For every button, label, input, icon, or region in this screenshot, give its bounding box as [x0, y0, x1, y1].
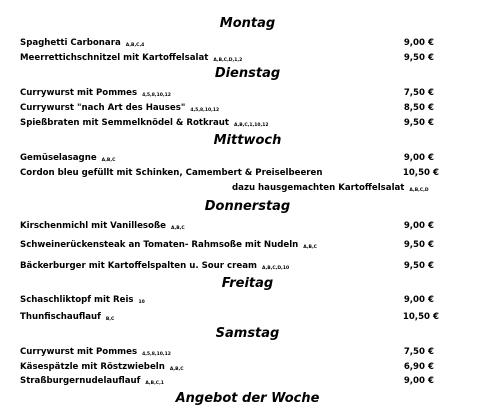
day-heading-mittwoch: Mittwoch: [213, 133, 282, 148]
dish-name: Thunfischauflauf: [20, 312, 101, 322]
dish-price: 8,50 €: [403, 103, 434, 113]
dish-row: [20, 87, 171, 102]
dish-row: [20, 220, 185, 235]
allergen-codes: A,B,C,D: [409, 188, 429, 193]
dish-price: 9,50 €: [403, 53, 434, 63]
allergen-codes: A,B,C,D,10: [261, 266, 290, 271]
dish-name: Kirschenmichl mit Vanillesoße: [20, 221, 166, 231]
day-heading-samstag: Samstag: [215, 326, 280, 341]
dish-row: [20, 117, 269, 132]
dish-name: Spaghetti Carbonara: [20, 38, 121, 48]
dish-name: Gemüselasagne: [20, 153, 97, 163]
dish-row: [20, 102, 219, 117]
day-heading-montag: Montag: [219, 16, 276, 31]
dish-price: 9,00 €: [403, 295, 434, 305]
dish-price: 7,50 €: [403, 347, 434, 357]
dish-name: Spießbraten mit Semmelknödel & Rotkraut: [20, 118, 229, 128]
allergen-codes: 4,5,8,10,12: [142, 93, 171, 98]
dish-name: Cordon bleu gefüllt mit Schinken, Camembert & Preiselbeeren: [20, 168, 323, 178]
dish-row: [20, 167, 322, 179]
allergen-codes: A,B,C: [170, 226, 185, 231]
allergen-codes: A,B,C,4: [125, 43, 145, 48]
footer-heading-angebot: Angebot der Woche: [175, 391, 320, 406]
dish-price: 9,00 €: [403, 376, 434, 386]
dish-price: 9,00 €: [403, 38, 434, 48]
dish-name: Schaschliktopf mit Reis: [20, 295, 134, 305]
allergen-codes: A,B,C,1: [145, 381, 164, 386]
day-heading-donnerstag: Donnerstag: [204, 199, 291, 214]
dish-row: [20, 294, 145, 309]
allergen-codes: 4,5,8,10,12: [190, 108, 220, 113]
allergen-codes: 10: [138, 300, 145, 305]
dish-row: [20, 52, 242, 67]
dish-name: Currywurst mit Pommes: [20, 347, 138, 357]
dish-row: [20, 239, 317, 254]
dish-row: [20, 152, 115, 167]
allergen-codes: B,C: [105, 317, 115, 322]
dish-row: [20, 346, 171, 361]
dish-price: 9,00 €: [403, 221, 434, 231]
dish-name: dazu hausgemachten Kartoffelsalat: [232, 183, 405, 193]
dish-price: 9,00 €: [403, 153, 434, 163]
allergen-codes: 4,5,8,10,12: [142, 352, 171, 357]
dish-price: 6,90 €: [403, 362, 434, 372]
dish-name: Currywurst mit Pommes: [20, 88, 138, 98]
dish-row: [20, 37, 144, 52]
allergen-codes: A,B,C: [169, 367, 184, 372]
dish-name: Käsespätzle mit Röstzwiebeln: [20, 362, 165, 372]
dish-name: Bäckerburger mit Kartoffelspalten u. Sour cream: [20, 261, 257, 271]
dish-row: [20, 361, 184, 376]
day-heading-freitag: Freitag: [221, 276, 274, 291]
dish-row: [20, 311, 114, 326]
dish-row: [20, 260, 289, 275]
dish-name: Currywurst "nach Art des Hauses": [20, 103, 186, 113]
allergen-codes: A,B,C,D,1,2: [213, 58, 243, 63]
dish-price: 9,50 €: [403, 240, 434, 250]
dish-name: Straßburgernudelauflauf: [20, 376, 141, 386]
day-heading-dienstag: Dienstag: [214, 66, 281, 81]
dish-price: 7,50 €: [403, 88, 434, 98]
dish-name: Schweinerückensteak an Tomaten- Rahmsoße mit Nudeln: [20, 240, 299, 250]
dish-price: 10,50 €: [402, 312, 439, 322]
dish-price: 9,50 €: [403, 261, 434, 271]
allergen-codes: A,B,C: [101, 158, 116, 163]
dish-row: [20, 375, 164, 390]
allergen-codes: A,B,C,1,10,12: [233, 123, 269, 128]
dish-row-continuation: [232, 182, 429, 197]
dish-name: Meerrettichschnitzel mit Kartoffelsalat: [20, 53, 209, 63]
dish-price: 9,50 €: [403, 118, 434, 128]
allergen-codes: A,B,C: [303, 245, 317, 250]
dish-price: 10,50 €: [402, 168, 439, 178]
